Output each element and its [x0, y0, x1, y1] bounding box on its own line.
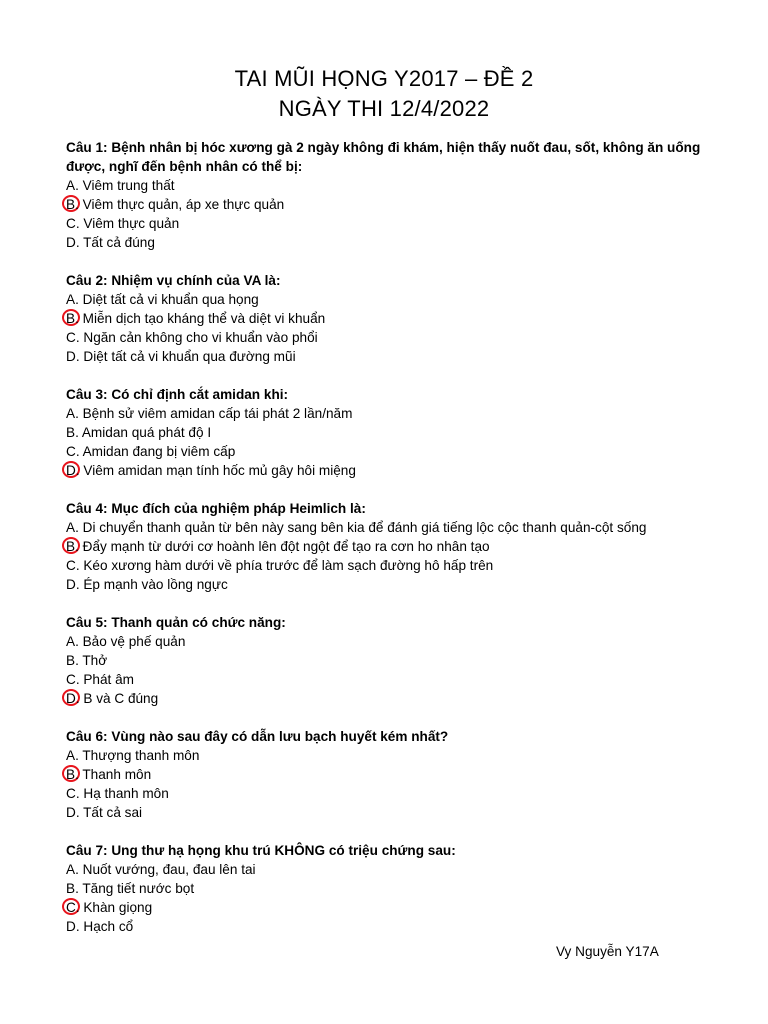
- option-text: Miễn dịch tạo kháng thể và diệt vi khuẩn: [78, 311, 326, 326]
- answer-option: [66, 632, 716, 651]
- answer-option: [66, 233, 716, 252]
- option-letter: D.: [66, 805, 80, 820]
- option-text: Diệt tất cả vi khuẩn qua đường mũi: [79, 349, 296, 364]
- title-line-2: NGÀY THI 12/4/2022: [278, 96, 490, 121]
- question-1: [66, 138, 716, 252]
- option-text: Khàn giọng: [79, 900, 153, 915]
- question-2: [66, 271, 716, 366]
- author-signature: Vy Nguyễn Y17A: [556, 944, 659, 959]
- option-text: Di chuyển thanh quản từ bên này sang bên kia để đánh giá tiếng lộc cộc thanh quản-cột sống: [78, 520, 647, 535]
- answer-option: [66, 670, 716, 689]
- option-letter: A.: [66, 634, 79, 649]
- option-text: Bệnh sử viêm amidan cấp tái phát 2 lần/năm: [78, 406, 353, 421]
- option-letter: D.: [66, 577, 80, 592]
- question-text: Câu 6: Vùng nào sau đây có dẫn lưu bạch huyết kém nhất?: [66, 729, 449, 744]
- option-text: Tăng tiết nước bọt: [78, 881, 195, 896]
- option-text: Ngăn cản không cho vi khuẩn vào phổi: [79, 330, 318, 345]
- title-line-1: TAI MŨI HỌNG Y2017 – ĐỀ 2: [234, 66, 534, 91]
- answer-option: [66, 518, 716, 537]
- option-text: Phát âm: [79, 672, 134, 687]
- answer-option: [66, 917, 716, 936]
- option-letter: D.: [66, 349, 80, 364]
- option-text: Viêm thực quản: [79, 216, 180, 231]
- option-text: Viêm thực quản, áp xe thực quản: [78, 197, 285, 212]
- option-letter: B.: [66, 653, 79, 668]
- option-letter: A.: [66, 406, 79, 421]
- option-text: Amidan quá phát độ I: [78, 425, 212, 440]
- answer-option: [66, 461, 716, 480]
- answer-option: [66, 195, 716, 214]
- answer-option: [66, 860, 716, 879]
- option-text: Viêm amidan mạn tính hốc mủ gây hôi miệng: [79, 463, 356, 478]
- option-text: Hạ thanh môn: [79, 786, 169, 801]
- option-text: Hạch cổ: [79, 919, 134, 934]
- answer-option: [66, 784, 716, 803]
- option-text: B và C đúng: [79, 691, 159, 706]
- answer-option: [66, 309, 716, 328]
- question-text: Câu 2: Nhiệm vụ chính của VA là:: [66, 273, 281, 288]
- option-text: Thượng thanh môn: [78, 748, 200, 763]
- option-text: Thở: [78, 653, 108, 668]
- option-letter: C.: [66, 216, 80, 231]
- option-letter: C.: [66, 330, 80, 345]
- answer-option: [66, 898, 716, 917]
- question-text: Câu 5: Thanh quản có chức năng:: [66, 615, 286, 630]
- answer-option: [66, 651, 716, 670]
- title-block: [0, 64, 768, 124]
- option-letter: A.: [66, 292, 79, 307]
- answer-option: [66, 328, 716, 347]
- answer-option: [66, 347, 716, 366]
- option-letter: A.: [66, 178, 79, 193]
- answer-option: [66, 442, 716, 461]
- question-text: Câu 4: Mục đích của nghiệm pháp Heimlich là:: [66, 501, 366, 516]
- answer-option: [66, 423, 716, 442]
- option-letter: B.: [66, 539, 79, 554]
- question-list: [66, 138, 716, 955]
- option-letter: A.: [66, 520, 79, 535]
- answer-option: [66, 575, 716, 594]
- option-letter: C.: [66, 444, 80, 459]
- question-3: [66, 385, 716, 480]
- question-text: Câu 1: Bệnh nhân bị hóc xương gà 2 ngày không đi khám, hiện thấy nuốt đau, sốt, không ăn uống được, nghĩ đến bệnh nhân có thể bị:: [66, 140, 701, 174]
- option-text: Ép mạnh vào lồng ngực: [79, 577, 228, 592]
- option-letter: C.: [66, 900, 80, 915]
- answer-option: [66, 746, 716, 765]
- answer-option: [66, 404, 716, 423]
- option-text: Thanh môn: [78, 767, 152, 782]
- answer-option: [66, 537, 716, 556]
- option-text: Tất cả đúng: [79, 235, 155, 250]
- option-letter: B.: [66, 311, 79, 326]
- option-text: Kéo xương hàm dưới về phía trước để làm sạch đường hô hấp trên: [79, 558, 494, 573]
- option-text: Viêm trung thất: [78, 178, 175, 193]
- option-letter: C.: [66, 672, 80, 687]
- option-text: Amidan đang bị viêm cấp: [79, 444, 236, 459]
- answer-option: [66, 214, 716, 233]
- option-letter: B.: [66, 767, 79, 782]
- option-letter: D.: [66, 463, 80, 478]
- option-letter: B.: [66, 881, 79, 896]
- question-4: [66, 499, 716, 594]
- question-5: [66, 613, 716, 708]
- answer-option: [66, 176, 716, 195]
- option-text: Tất cả sai: [79, 805, 143, 820]
- option-text: Bảo vệ phế quản: [78, 634, 186, 649]
- question-6: [66, 727, 716, 822]
- answer-option: [66, 290, 716, 309]
- question-7: [66, 841, 716, 936]
- option-letter: A.: [66, 748, 79, 763]
- answer-option: [66, 689, 716, 708]
- option-letter: C.: [66, 786, 80, 801]
- answer-option: [66, 803, 716, 822]
- question-text: Câu 7: Ung thư hạ họng khu trú KHÔNG có triệu chứng sau:: [66, 843, 456, 858]
- option-letter: B.: [66, 197, 79, 212]
- option-text: Đẩy mạnh từ dưới cơ hoành lên đột ngột để tạo ra cơn ho nhân tạo: [78, 539, 490, 554]
- option-text: Nuốt vướng, đau, đau lên tai: [78, 862, 256, 877]
- option-letter: A.: [66, 862, 79, 877]
- answer-option: [66, 556, 716, 575]
- option-letter: D.: [66, 691, 80, 706]
- option-letter: C.: [66, 558, 80, 573]
- option-text: Diệt tất cả vi khuẩn qua họng: [78, 292, 259, 307]
- answer-option: [66, 765, 716, 784]
- question-text: Câu 3: Có chỉ định cắt amidan khi:: [66, 387, 289, 402]
- option-letter: D.: [66, 919, 80, 934]
- option-letter: B.: [66, 425, 79, 440]
- option-letter: D.: [66, 235, 80, 250]
- answer-option: [66, 879, 716, 898]
